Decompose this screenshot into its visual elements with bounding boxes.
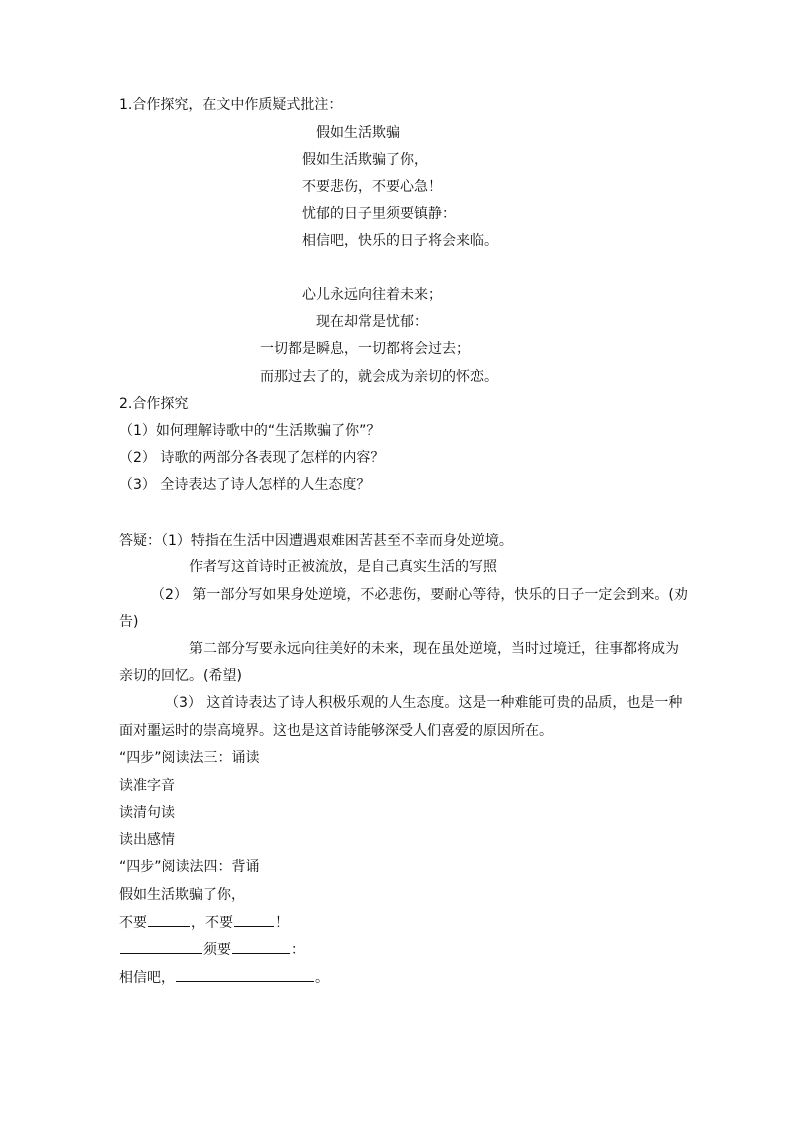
- poem-line: 而那过去了的，就会成为亲切的怀恋。: [260, 369, 498, 385]
- question-item: （1）如何理解诗歌中的“生活欺骗了你”？: [119, 423, 381, 439]
- answer-text: 亲切的回忆。(希望): [119, 668, 242, 684]
- poem-title: 假如生活欺骗: [316, 125, 400, 141]
- recite-text: ：: [291, 942, 305, 958]
- fill-blank[interactable]: [120, 939, 202, 954]
- poem-line: 不要悲伤，不要心急！: [302, 179, 442, 195]
- answer-text: 面对噩运时的崇高境界。这也是这首诗能够深受人们喜爱的原因所在。: [119, 723, 553, 739]
- recite-text: 须要: [203, 942, 231, 958]
- answer-text: （2） 第一部分写如果身处逆境，不必悲伤，要耐心等待，快乐的日子一定会到来。(劝: [151, 587, 688, 603]
- recite-text: ，不要: [191, 915, 233, 931]
- section1-heading: 1.合作探究，在文中作质疑式批注：: [119, 97, 343, 113]
- method3-heading: “四步”阅读法三：诵读: [119, 750, 260, 766]
- answer-text: 告): [119, 614, 139, 630]
- poem-line: 忧郁的日子里须要镇静：: [302, 206, 456, 222]
- question-item: （3） 全诗表达了诗人怎样的人生态度？: [119, 477, 371, 493]
- poem-line: 现在却常是忧郁：: [316, 314, 428, 330]
- method3-item: 读出感情: [119, 832, 175, 848]
- recite-fill-line: [119, 967, 329, 988]
- fill-blank[interactable]: [234, 912, 274, 927]
- answer-text: （3） 这首诗表达了诗人积极乐观的人生态度。这是一种难能可贵的品质，也是一种: [165, 695, 683, 711]
- answer-text: 作者写这首诗时正被流放，是自己真实生活的写照: [189, 559, 497, 575]
- section2-heading: 2.合作探究: [119, 396, 189, 412]
- poem-line: 一切都是瞬息，一切都将会过去；: [260, 341, 470, 357]
- recite-fill-line: [119, 912, 289, 933]
- recite-fill-line: [119, 939, 305, 960]
- poem-line: 心儿永远向往着未来；: [302, 287, 442, 303]
- recite-line: 假如生活欺骗了你，: [119, 887, 245, 903]
- poem-line: 假如生活欺骗了你，: [302, 152, 428, 168]
- fill-blank[interactable]: [232, 939, 290, 954]
- fill-blank[interactable]: [148, 912, 190, 927]
- recite-text: 。: [315, 970, 329, 986]
- fill-blank[interactable]: [176, 967, 314, 982]
- poem-line: 相信吧，快乐的日子将会来临。: [302, 233, 498, 249]
- method3-item: 读清句读: [119, 805, 175, 821]
- method3-item: 读准字音: [119, 778, 175, 794]
- question-item: （2） 诗歌的两部分各表现了怎样的内容？: [119, 450, 385, 466]
- recite-text: 不要: [119, 915, 147, 931]
- answer-text: 答疑：（1）特指在生活中因遭遇艰难困苦甚至不幸而身处逆境。: [119, 533, 513, 549]
- method4-heading: “四步”阅读法四：背诵: [119, 859, 260, 875]
- recite-text: 相信吧，: [119, 970, 175, 986]
- answer-text: 第二部分写要永远向往美好的未来，现在虽处逆境，当时过境迁，往事都将成为: [189, 641, 679, 657]
- recite-text: ！: [275, 915, 289, 931]
